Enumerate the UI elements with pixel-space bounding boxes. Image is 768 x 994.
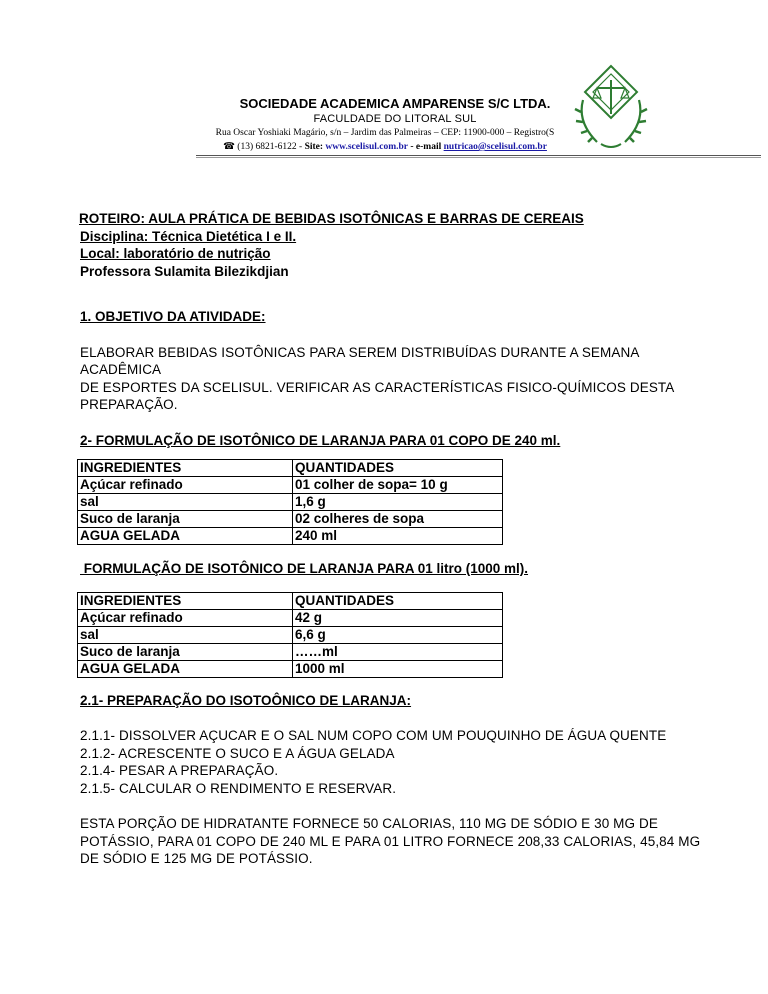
step-2-1-5: 2.1.5- CALCULAR O RENDIMENTO E RESERVAR. bbox=[80, 780, 397, 796]
table-row bbox=[78, 643, 503, 660]
table-cell: Suco de laranja bbox=[78, 511, 293, 528]
contact-line bbox=[160, 141, 610, 152]
objective-line-3: PREPARAÇÃO. bbox=[80, 397, 178, 412]
table-cell: INGREDIENTES bbox=[78, 592, 293, 609]
nutrition-note-line-3: DE SÓDIO E 125 MG DE POTÁSSIO. bbox=[80, 851, 313, 866]
ingredients-table-1000ml bbox=[77, 592, 503, 678]
ingredients-table-240ml bbox=[77, 459, 503, 545]
table-cell: AGUA GELADA bbox=[78, 660, 293, 677]
scales-of-justice-laurel-logo bbox=[567, 60, 655, 156]
table-row bbox=[78, 626, 503, 643]
table-cell: Açúcar refinado bbox=[78, 609, 293, 626]
table-cell: AGUA GELADA bbox=[78, 528, 293, 545]
table-row bbox=[78, 494, 503, 511]
table-cell: QUANTIDADES bbox=[293, 460, 503, 477]
table-cell: ……ml bbox=[293, 643, 503, 660]
header-divider bbox=[196, 155, 761, 156]
table-row bbox=[78, 460, 503, 477]
step-2-1-1: 2.1.1- DISSOLVER AÇUCAR E O SAL NUM COPO COM UM POUQUINHO DE ÁGUA QUENTE bbox=[80, 728, 667, 743]
table-cell: 1,6 g bbox=[293, 494, 503, 511]
table-row bbox=[78, 528, 503, 545]
professora-line: Professora Sulamita Bilezikdjian bbox=[80, 263, 289, 279]
nutrition-note-line-1: ESTA PORÇÃO DE HIDRATANTE FORNECE 50 CALORIAS, 110 MG DE SÓDIO E 30 MG DE bbox=[80, 816, 658, 831]
table-cell: sal bbox=[78, 626, 293, 643]
document-body bbox=[80, 210, 720, 868]
institution-address: Rua Oscar Yoshiaki Magário, s/n – Jardim das Palmeiras – CEP: 11900-000 – Registro(S bbox=[215, 128, 555, 138]
step-2-1-2: 2.1.2- ACRESCENTE O SUCO E A ÁGUA GELADA bbox=[80, 745, 395, 761]
table-cell: 01 colher de sopa= 10 g bbox=[293, 477, 503, 494]
step-2-1-4: 2.1.4- PESAR A PREPARAÇÃO. bbox=[80, 763, 279, 778]
site-link[interactable]: www.scelisul.com.br bbox=[325, 142, 408, 152]
objective-line-2: DE ESPORTES DA SCELISUL. VERIFICAR AS CARACTERÍSTICAS FISICO-QUÍMICOS DESTA bbox=[80, 379, 675, 395]
section-2-1-heading: 2.1- PREPARAÇÃO DO ISOTOÔNICO DE LARANJA: bbox=[80, 692, 412, 708]
nutrition-note-line-2: POTÁSSIO, PARA 01 COPO DE 240 ML E PARA 01 LITRO FORNECE 208,33 CALORIAS, 45,84 MG bbox=[80, 833, 701, 849]
table-cell: 6,6 g bbox=[293, 626, 503, 643]
table-row bbox=[78, 592, 503, 609]
table-row bbox=[78, 660, 503, 677]
letterhead bbox=[0, 0, 768, 160]
faculty-name: FACULDADE DO LITORAL SUL bbox=[313, 113, 477, 125]
email-label: - e-mail bbox=[410, 142, 442, 152]
site-label: Site: bbox=[304, 142, 324, 152]
table-cell: QUANTIDADES bbox=[293, 592, 503, 609]
header-divider-secondary bbox=[196, 157, 761, 158]
local-line: Local: laboratório de nutrição bbox=[80, 246, 271, 261]
table-row bbox=[78, 477, 503, 494]
objective-line-1: ELABORAR BEBIDAS ISOTÔNICAS PARA SEREM DISTRIBUÍDAS DURANTE A SEMANA ACADÊMICA bbox=[80, 344, 639, 377]
table-cell: sal bbox=[78, 494, 293, 511]
table-cell: INGREDIENTES bbox=[78, 460, 293, 477]
table-row bbox=[78, 511, 503, 528]
phone-number: (13) 6821-6122 - bbox=[237, 142, 303, 152]
table-cell: Suco de laranja bbox=[78, 643, 293, 660]
table-cell: 1000 ml bbox=[293, 660, 503, 677]
section-2-liter-heading: FORMULAÇÃO DE ISOTÔNICO DE LARANJA PARA 01 litro (1000 ml). bbox=[80, 561, 529, 576]
phone-icon: ☎ bbox=[223, 142, 235, 152]
roteiro-title: ROTEIRO: AULA PRÁTICA DE BEBIDAS ISOTÔNICAS E BARRAS DE CEREAIS bbox=[79, 211, 584, 226]
table-row bbox=[78, 609, 503, 626]
table-cell: Açúcar refinado bbox=[78, 477, 293, 494]
section-1-heading: 1. OBJETIVO DA ATIVIDADE: bbox=[80, 309, 266, 324]
disciplina-line: Disciplina: Técnica Dietética I e II. bbox=[80, 228, 297, 244]
email-link[interactable]: nutricao@scelisul.com.br bbox=[443, 142, 547, 152]
table-cell: 42 g bbox=[293, 609, 503, 626]
table-cell: 02 colheres de sopa bbox=[293, 511, 503, 528]
institution-name: SOCIEDADE ACADEMICA AMPARENSE S/C LTDA. bbox=[239, 96, 551, 111]
section-2-heading: 2- FORMULAÇÃO DE ISOTÔNICO DE LARANJA PARA 01 COPO DE 240 ml. bbox=[80, 432, 561, 448]
table-cell: 240 ml bbox=[293, 528, 503, 545]
